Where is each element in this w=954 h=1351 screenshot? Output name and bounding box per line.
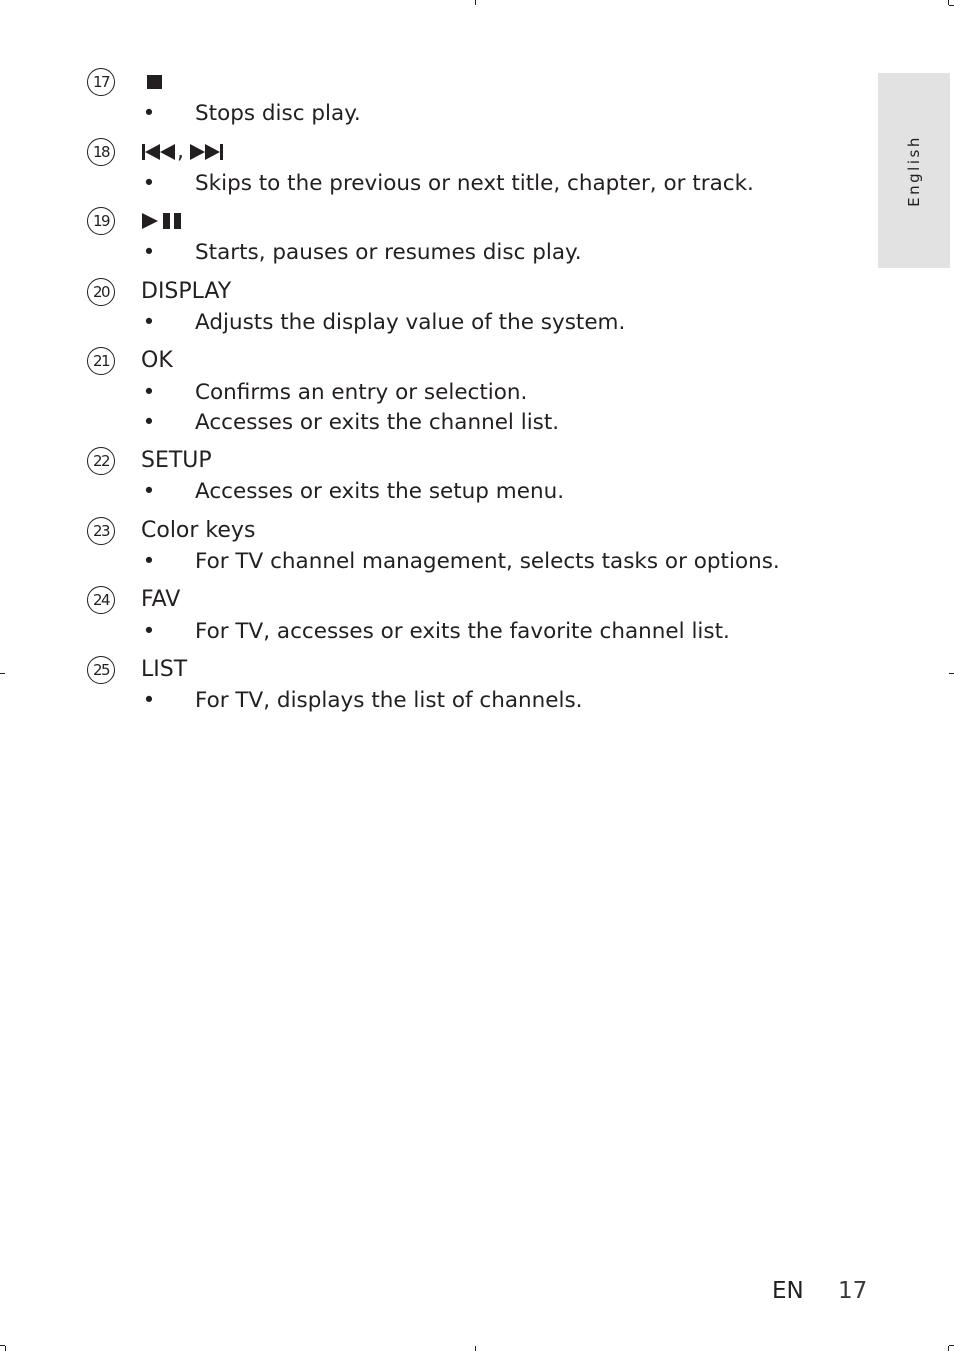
bullet-text: Accesses or exits the channel list. [195,410,560,435]
crop-mark [475,1346,476,1351]
bullet-marker: • [142,310,156,335]
entry-number-badge: 23 [87,517,115,545]
bullet-marker: • [142,380,156,405]
entry-number-badge: 25 [87,656,115,684]
crop-mark [949,5,954,6]
crop-mark [0,673,5,674]
entry-number-badge: 22 [87,447,115,475]
next-icon [188,142,226,162]
entry-number-badge: 24 [87,586,115,614]
bullet-text: For TV, accesses or exits the favorite channel list. [195,619,730,644]
bullet-text: Skips to the previous or next title, chapter, or track. [195,171,754,196]
crop-mark [475,0,476,5]
entry-number-badge: 19 [87,207,115,235]
language-tab [878,73,950,268]
crop-mark [0,1345,5,1346]
language-tab-label: English [905,134,923,207]
bullet-marker: • [142,688,156,713]
crop-mark [948,1346,949,1351]
entry-number-badge: 20 [87,278,115,306]
entry-title [141,138,226,166]
bullet-text: For TV channel management, selects tasks or options. [195,549,780,574]
entry-number-badge: 21 [87,347,115,375]
entry-title [141,68,167,96]
play-pause-icon [141,211,185,231]
entry-title: OK [141,348,173,373]
previous-icon [141,142,177,162]
entry-number-badge: 17 [87,68,115,96]
bullet-text: For TV, displays the list of channels. [195,688,583,713]
bullet-text: Stops disc play. [195,101,361,126]
bullet-marker: • [142,101,156,126]
bullet-text: Starts, pauses or resumes disc play. [195,240,582,265]
crop-mark [949,673,954,674]
footer-language-code: EN [772,1278,804,1304]
page-number: 17 [838,1278,868,1304]
bullet-text: Confirms an entry or selection. [195,380,528,405]
stop-icon [141,72,167,92]
entry-title: Color keys [141,518,256,543]
bullet-marker: • [142,410,156,435]
bullet-marker: • [142,549,156,574]
bullet-marker: • [142,619,156,644]
entry-title: FAV [141,587,181,612]
entry-number-badge: 18 [87,138,115,166]
bullet-text: Adjusts the display value of the system. [195,310,626,335]
bullet-marker: • [142,240,156,265]
bullet-marker: • [142,171,156,196]
entry-title: SETUP [141,448,212,473]
crop-mark [5,1346,6,1351]
bullet-text: Accesses or exits the setup menu. [195,479,565,504]
bullet-marker: • [142,479,156,504]
entry-title: DISPLAY [141,279,232,304]
crop-mark [949,1345,954,1346]
icon-separator: , [177,139,184,164]
entry-title: LIST [141,657,188,682]
entry-title [141,207,185,235]
